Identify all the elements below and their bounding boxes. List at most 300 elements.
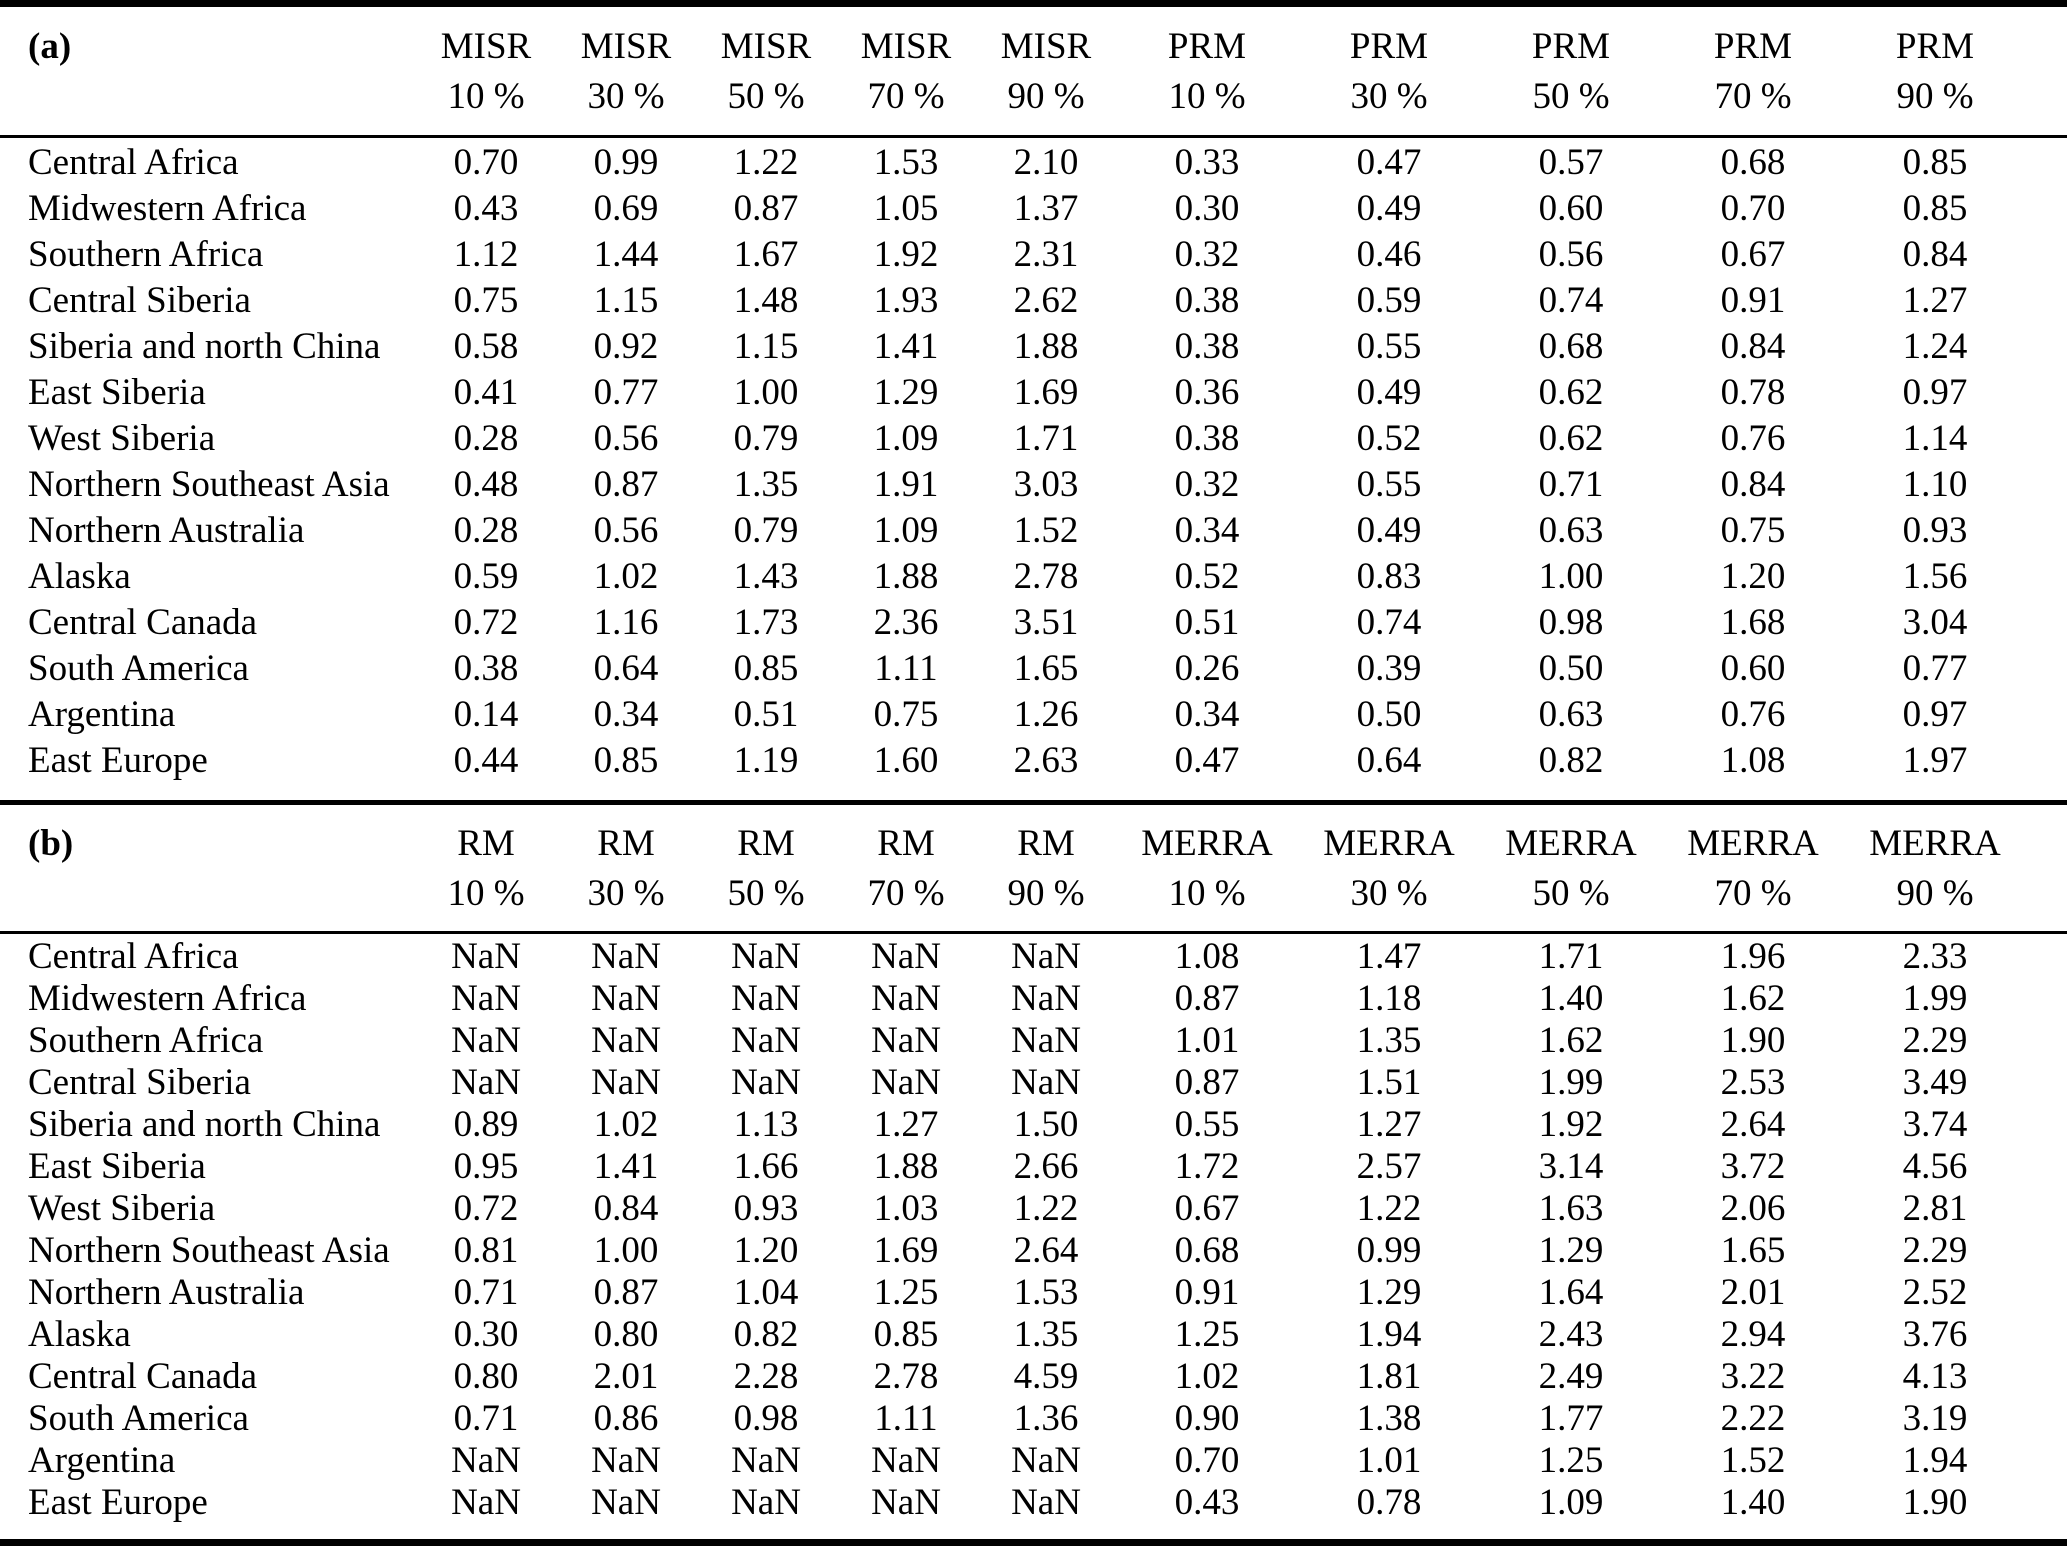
value-cell: 4.13 — [1902, 1356, 1968, 1397]
value-cell: 1.97 — [1902, 740, 1968, 781]
value-cell: 2.63 — [1013, 740, 1079, 781]
column-percentile: 90 % — [1896, 76, 1974, 117]
value-cell: 0.43 — [453, 188, 519, 229]
value-cell: 0.77 — [593, 372, 659, 413]
value-cell: 1.13 — [733, 1104, 799, 1145]
value-cell: NaN — [591, 1482, 661, 1523]
value-cell: 1.25 — [1174, 1314, 1240, 1355]
value-cell: 1.27 — [1902, 280, 1968, 321]
region-label: Central Africa — [28, 936, 239, 977]
value-cell: 0.90 — [1174, 1398, 1240, 1439]
value-cell: 0.84 — [593, 1188, 659, 1229]
table-row — [0, 646, 2067, 692]
value-cell: 0.71 — [1538, 464, 1604, 505]
value-cell: 1.47 — [1356, 936, 1422, 977]
value-cell: 2.22 — [1720, 1398, 1786, 1439]
column-percentile: 10 % — [1168, 873, 1246, 914]
column-dataset-name: PRM — [1167, 26, 1247, 67]
value-cell: 1.69 — [1013, 372, 1079, 413]
value-cell: 1.25 — [1538, 1440, 1604, 1481]
column-header-merra-50 — [1480, 819, 1662, 919]
column-header-merra-90 — [1844, 819, 2026, 919]
column-dataset-name: MISR — [580, 26, 672, 67]
value-cell: 0.52 — [1356, 418, 1422, 459]
column-dataset-name: PRM — [1895, 26, 1975, 67]
section-label: (a) — [28, 26, 72, 67]
value-cell: 0.70 — [453, 142, 519, 183]
value-cell: 0.38 — [1174, 280, 1240, 321]
region-label: Midwestern Africa — [28, 188, 307, 229]
section-label: (b) — [28, 823, 74, 864]
value-cell: 1.93 — [873, 280, 939, 321]
column-dataset-name: RM — [457, 823, 515, 864]
column-percentile: 50 % — [1532, 76, 1610, 117]
column-dataset-name: RM — [877, 823, 935, 864]
table-row — [0, 1398, 2067, 1440]
value-cell: 1.91 — [873, 464, 939, 505]
value-cell: 0.34 — [593, 694, 659, 735]
value-cell: 0.30 — [453, 1314, 519, 1355]
region-label: East Europe — [28, 1482, 208, 1523]
value-cell: 1.81 — [1356, 1356, 1422, 1397]
value-cell: 1.69 — [873, 1230, 939, 1271]
value-cell: 0.67 — [1174, 1188, 1240, 1229]
header-row — [0, 805, 2067, 934]
value-cell: 1.09 — [873, 510, 939, 551]
value-cell: NaN — [591, 1440, 661, 1481]
region-label: Central Africa — [28, 142, 239, 183]
column-percentile: 70 % — [1714, 873, 1792, 914]
value-cell: 0.93 — [733, 1188, 799, 1229]
table-row — [0, 692, 2067, 738]
value-cell: 2.01 — [593, 1356, 659, 1397]
value-cell: 0.60 — [1720, 648, 1786, 689]
region-label: Midwestern Africa — [28, 978, 307, 1019]
table-row — [0, 1146, 2067, 1188]
value-cell: NaN — [591, 936, 661, 977]
value-cell: 2.29 — [1902, 1230, 1968, 1271]
value-cell: 1.48 — [733, 280, 799, 321]
table-row — [0, 232, 2067, 278]
value-cell: 0.76 — [1720, 694, 1786, 735]
value-cell: NaN — [1011, 1062, 1081, 1103]
value-cell: 3.04 — [1902, 602, 1968, 643]
value-cell: NaN — [451, 936, 521, 977]
column-dataset-name: RM — [737, 823, 795, 864]
value-cell: 1.22 — [1356, 1188, 1422, 1229]
value-cell: 0.70 — [1174, 1440, 1240, 1481]
value-cell: 2.64 — [1013, 1230, 1079, 1271]
column-header-prm-90 — [1844, 22, 2026, 122]
table-row — [0, 462, 2067, 508]
value-cell: 1.53 — [1013, 1272, 1079, 1313]
table-row — [0, 738, 2067, 784]
value-cell: 1.00 — [1538, 556, 1604, 597]
value-cell: 0.56 — [593, 510, 659, 551]
value-cell: 2.94 — [1720, 1314, 1786, 1355]
region-label: Northern Australia — [28, 510, 305, 551]
value-cell: 1.51 — [1356, 1062, 1422, 1103]
value-cell: 2.31 — [1013, 234, 1079, 275]
column-percentile: 70 % — [867, 76, 945, 117]
value-cell: 2.66 — [1013, 1146, 1079, 1187]
region-label: East Siberia — [28, 1146, 206, 1187]
value-cell: 0.80 — [453, 1356, 519, 1397]
value-cell: 0.92 — [593, 326, 659, 367]
column-header-misr-50 — [696, 22, 836, 122]
region-label: Argentina — [28, 694, 176, 735]
value-cell: 0.71 — [453, 1272, 519, 1313]
value-cell: 0.86 — [593, 1398, 659, 1439]
value-cell: 0.26 — [1174, 648, 1240, 689]
region-label: Central Siberia — [28, 280, 251, 321]
column-percentile: 10 % — [1168, 76, 1246, 117]
value-cell: NaN — [1011, 936, 1081, 977]
value-cell: 1.43 — [733, 556, 799, 597]
value-cell: 1.27 — [1356, 1104, 1422, 1145]
value-cell: 2.81 — [1902, 1188, 1968, 1229]
region-label: Argentina — [28, 1440, 176, 1481]
value-cell: 1.00 — [593, 1230, 659, 1271]
value-cell: NaN — [451, 978, 521, 1019]
column-percentile: 90 % — [1007, 76, 1085, 117]
table-row — [0, 140, 2067, 186]
value-cell: 1.05 — [873, 188, 939, 229]
value-cell: 0.91 — [1174, 1272, 1240, 1313]
table-row — [0, 508, 2067, 554]
value-cell: NaN — [591, 978, 661, 1019]
value-cell: 1.65 — [1720, 1230, 1786, 1271]
value-cell: 2.29 — [1902, 1020, 1968, 1061]
value-cell: 1.71 — [1013, 418, 1079, 459]
value-cell: NaN — [591, 1062, 661, 1103]
value-cell: 0.51 — [1174, 602, 1240, 643]
table-row — [0, 370, 2067, 416]
value-cell: 0.59 — [1356, 280, 1422, 321]
value-cell: NaN — [871, 1482, 941, 1523]
table-row — [0, 554, 2067, 600]
region-label: Central Siberia — [28, 1062, 251, 1103]
value-cell: 1.04 — [733, 1272, 799, 1313]
column-header-rm-90 — [976, 819, 1116, 919]
value-cell: 0.83 — [1356, 556, 1422, 597]
column-dataset-name: MERRA — [1869, 823, 2001, 864]
value-cell: 1.19 — [733, 740, 799, 781]
table-section-a — [0, 7, 2067, 805]
value-cell: 1.18 — [1356, 978, 1422, 1019]
column-dataset-name: MISR — [1000, 26, 1092, 67]
column-percentile: 30 % — [1350, 76, 1428, 117]
value-cell: 1.44 — [593, 234, 659, 275]
value-cell: 0.49 — [1356, 372, 1422, 413]
column-header-merra-10 — [1116, 819, 1298, 919]
table-row — [0, 978, 2067, 1020]
value-cell: 1.02 — [1174, 1356, 1240, 1397]
table-row — [0, 416, 2067, 462]
value-cell: 3.72 — [1720, 1146, 1786, 1187]
table-row — [0, 1062, 2067, 1104]
column-header-rm-30 — [556, 819, 696, 919]
value-cell: 0.67 — [1720, 234, 1786, 275]
value-cell: 0.75 — [453, 280, 519, 321]
value-cell: 3.14 — [1538, 1146, 1604, 1187]
value-cell: 1.20 — [733, 1230, 799, 1271]
value-cell: 0.63 — [1538, 510, 1604, 551]
column-percentile: 10 % — [447, 76, 525, 117]
value-cell: 0.68 — [1538, 326, 1604, 367]
value-cell: 0.38 — [1174, 326, 1240, 367]
value-cell: NaN — [451, 1020, 521, 1061]
value-cell: 0.78 — [1720, 372, 1786, 413]
region-label: West Siberia — [28, 1188, 216, 1229]
value-cell: 2.52 — [1902, 1272, 1968, 1313]
value-cell: 1.62 — [1720, 978, 1786, 1019]
value-cell: 1.65 — [1013, 648, 1079, 689]
value-cell: NaN — [731, 1482, 801, 1523]
value-cell: 1.24 — [1902, 326, 1968, 367]
value-cell: 1.36 — [1013, 1398, 1079, 1439]
value-cell: 1.22 — [733, 142, 799, 183]
region-label: Northern Southeast Asia — [28, 1230, 390, 1271]
value-cell: 0.50 — [1538, 648, 1604, 689]
value-cell: NaN — [871, 936, 941, 977]
value-cell: 0.99 — [593, 142, 659, 183]
value-cell: 1.92 — [1538, 1104, 1604, 1145]
table-row — [0, 1356, 2067, 1398]
column-percentile: 30 % — [587, 76, 665, 117]
value-cell: 3.22 — [1720, 1356, 1786, 1397]
value-cell: 0.68 — [1174, 1230, 1240, 1271]
value-cell: 1.12 — [453, 234, 519, 275]
value-cell: 0.79 — [733, 510, 799, 551]
value-cell: 0.49 — [1356, 510, 1422, 551]
value-cell: 0.69 — [593, 188, 659, 229]
region-label: South America — [28, 648, 249, 689]
value-cell: 3.49 — [1902, 1062, 1968, 1103]
value-cell: NaN — [731, 936, 801, 977]
value-cell: 2.49 — [1538, 1356, 1604, 1397]
value-cell: 1.02 — [593, 556, 659, 597]
value-cell: 0.97 — [1902, 372, 1968, 413]
value-cell: 0.84 — [1720, 464, 1786, 505]
value-cell: 0.85 — [1902, 142, 1968, 183]
value-cell: 0.33 — [1174, 142, 1240, 183]
value-cell: 0.99 — [1356, 1230, 1422, 1271]
value-cell: 0.62 — [1538, 418, 1604, 459]
value-cell: 3.74 — [1902, 1104, 1968, 1145]
column-header-prm-70 — [1662, 22, 1844, 122]
value-cell: 0.85 — [733, 648, 799, 689]
column-header-misr-90 — [976, 22, 1116, 122]
region-label: Central Canada — [28, 602, 258, 643]
value-cell: 0.32 — [1174, 464, 1240, 505]
value-cell: 1.94 — [1356, 1314, 1422, 1355]
value-cell: 0.34 — [1174, 510, 1240, 551]
table-row — [0, 1272, 2067, 1314]
table-row — [0, 1020, 2067, 1062]
value-cell: 1.73 — [733, 602, 799, 643]
value-cell: 1.09 — [1538, 1482, 1604, 1523]
column-header-misr-30 — [556, 22, 696, 122]
value-cell: 0.47 — [1356, 142, 1422, 183]
value-cell: 0.56 — [1538, 234, 1604, 275]
value-cell: 2.33 — [1902, 936, 1968, 977]
value-cell: 1.90 — [1720, 1020, 1786, 1061]
value-cell: 4.59 — [1013, 1356, 1079, 1397]
value-cell: 2.62 — [1013, 280, 1079, 321]
table-row — [0, 1230, 2067, 1272]
region-label: Siberia and north China — [28, 1104, 381, 1145]
value-cell: 0.74 — [1356, 602, 1422, 643]
value-cell: 1.35 — [733, 464, 799, 505]
value-cell: 2.64 — [1720, 1104, 1786, 1145]
value-cell: 0.38 — [453, 648, 519, 689]
value-cell: 0.58 — [453, 326, 519, 367]
value-cell: 2.78 — [873, 1356, 939, 1397]
value-cell: 0.14 — [453, 694, 519, 735]
column-dataset-name: MERRA — [1687, 823, 1819, 864]
value-cell: 1.64 — [1538, 1272, 1604, 1313]
region-label: Southern Africa — [28, 234, 264, 275]
column-header-misr-70 — [836, 22, 976, 122]
value-cell: 0.68 — [1720, 142, 1786, 183]
table-row — [0, 600, 2067, 646]
table-row — [0, 324, 2067, 370]
value-cell: 1.38 — [1356, 1398, 1422, 1439]
column-percentile: 50 % — [1532, 873, 1610, 914]
value-cell: 0.82 — [1538, 740, 1604, 781]
value-cell: NaN — [731, 978, 801, 1019]
column-dataset-name: PRM — [1349, 26, 1429, 67]
value-cell: 1.00 — [733, 372, 799, 413]
column-dataset-name: PRM — [1713, 26, 1793, 67]
value-cell: 0.74 — [1538, 280, 1604, 321]
value-cell: 1.02 — [593, 1104, 659, 1145]
value-cell: 1.41 — [873, 326, 939, 367]
value-cell: 1.10 — [1902, 464, 1968, 505]
value-cell: 0.79 — [733, 418, 799, 459]
value-cell: 1.71 — [1538, 936, 1604, 977]
value-cell: 1.62 — [1538, 1020, 1604, 1061]
value-cell: 0.49 — [1356, 188, 1422, 229]
value-cell: 1.01 — [1174, 1020, 1240, 1061]
value-cell: 0.84 — [1902, 234, 1968, 275]
region-label: West Siberia — [28, 418, 216, 459]
value-cell: 1.92 — [873, 234, 939, 275]
region-label: East Siberia — [28, 372, 206, 413]
value-cell: 1.11 — [874, 1398, 938, 1439]
value-cell: 0.70 — [1720, 188, 1786, 229]
column-dataset-name: MISR — [860, 26, 952, 67]
column-header-prm-10 — [1116, 22, 1298, 122]
value-cell: 0.87 — [593, 1272, 659, 1313]
column-header-rm-50 — [696, 819, 836, 919]
column-percentile: 70 % — [867, 873, 945, 914]
value-cell: 0.57 — [1538, 142, 1604, 183]
value-cell: 0.71 — [453, 1398, 519, 1439]
value-cell: 2.28 — [733, 1356, 799, 1397]
value-cell: NaN — [731, 1020, 801, 1061]
section-body — [0, 138, 2067, 800]
value-cell: 0.76 — [1720, 418, 1786, 459]
value-cell: 1.20 — [1720, 556, 1786, 597]
value-cell: 1.27 — [873, 1104, 939, 1145]
value-cell: 2.43 — [1538, 1314, 1604, 1355]
value-cell: 0.72 — [453, 602, 519, 643]
value-cell: 3.76 — [1902, 1314, 1968, 1355]
value-cell: 1.22 — [1013, 1188, 1079, 1229]
value-cell: NaN — [871, 978, 941, 1019]
value-cell: NaN — [731, 1440, 801, 1481]
value-cell: 0.85 — [593, 740, 659, 781]
value-cell: 0.64 — [593, 648, 659, 689]
value-cell: 1.99 — [1538, 1062, 1604, 1103]
column-percentile: 10 % — [447, 873, 525, 914]
value-cell: 0.89 — [453, 1104, 519, 1145]
value-cell: 1.52 — [1013, 510, 1079, 551]
value-cell: 0.41 — [453, 372, 519, 413]
value-cell: NaN — [1011, 1440, 1081, 1481]
value-cell: 0.87 — [733, 188, 799, 229]
value-cell: 1.40 — [1720, 1482, 1786, 1523]
table-row — [0, 1440, 2067, 1482]
region-label: Southern Africa — [28, 1020, 264, 1061]
value-cell: 0.85 — [873, 1314, 939, 1355]
value-cell: 0.30 — [1174, 188, 1240, 229]
table-row — [0, 1104, 2067, 1146]
value-cell: 2.53 — [1720, 1062, 1786, 1103]
column-header-rm-10 — [416, 819, 556, 919]
value-cell: 0.87 — [593, 464, 659, 505]
value-cell: 0.47 — [1174, 740, 1240, 781]
value-cell: 0.32 — [1174, 234, 1240, 275]
column-dataset-name: RM — [1017, 823, 1075, 864]
value-cell: 1.29 — [873, 372, 939, 413]
value-cell: 0.36 — [1174, 372, 1240, 413]
value-cell: 0.63 — [1538, 694, 1604, 735]
table-row — [0, 1482, 2067, 1524]
value-cell: NaN — [451, 1062, 521, 1103]
value-cell: 1.53 — [873, 142, 939, 183]
value-cell: 2.10 — [1013, 142, 1079, 183]
value-cell: 0.51 — [733, 694, 799, 735]
value-cell: 1.29 — [1538, 1230, 1604, 1271]
value-cell: 1.35 — [1356, 1020, 1422, 1061]
value-cell: 1.94 — [1902, 1440, 1968, 1481]
column-header-misr-10 — [416, 22, 556, 122]
column-dataset-name: RM — [597, 823, 655, 864]
table-row — [0, 278, 2067, 324]
value-cell: NaN — [451, 1482, 521, 1523]
value-cell: 1.16 — [593, 602, 659, 643]
value-cell: NaN — [731, 1062, 801, 1103]
value-cell: 1.99 — [1902, 978, 1968, 1019]
value-cell: 1.63 — [1538, 1188, 1604, 1229]
value-cell: 0.59 — [453, 556, 519, 597]
region-label: Central Canada — [28, 1356, 258, 1397]
value-cell: 1.88 — [873, 1146, 939, 1187]
column-percentile: 70 % — [1714, 76, 1792, 117]
table-row — [0, 936, 2067, 978]
value-cell: 0.55 — [1174, 1104, 1240, 1145]
value-cell: 1.35 — [1013, 1314, 1079, 1355]
value-cell: 1.50 — [1013, 1104, 1079, 1145]
column-percentile: 90 % — [1007, 873, 1085, 914]
region-label: Northern Southeast Asia — [28, 464, 390, 505]
value-cell: NaN — [451, 1440, 521, 1481]
value-cell: 0.60 — [1538, 188, 1604, 229]
value-cell: 0.87 — [1174, 1062, 1240, 1103]
